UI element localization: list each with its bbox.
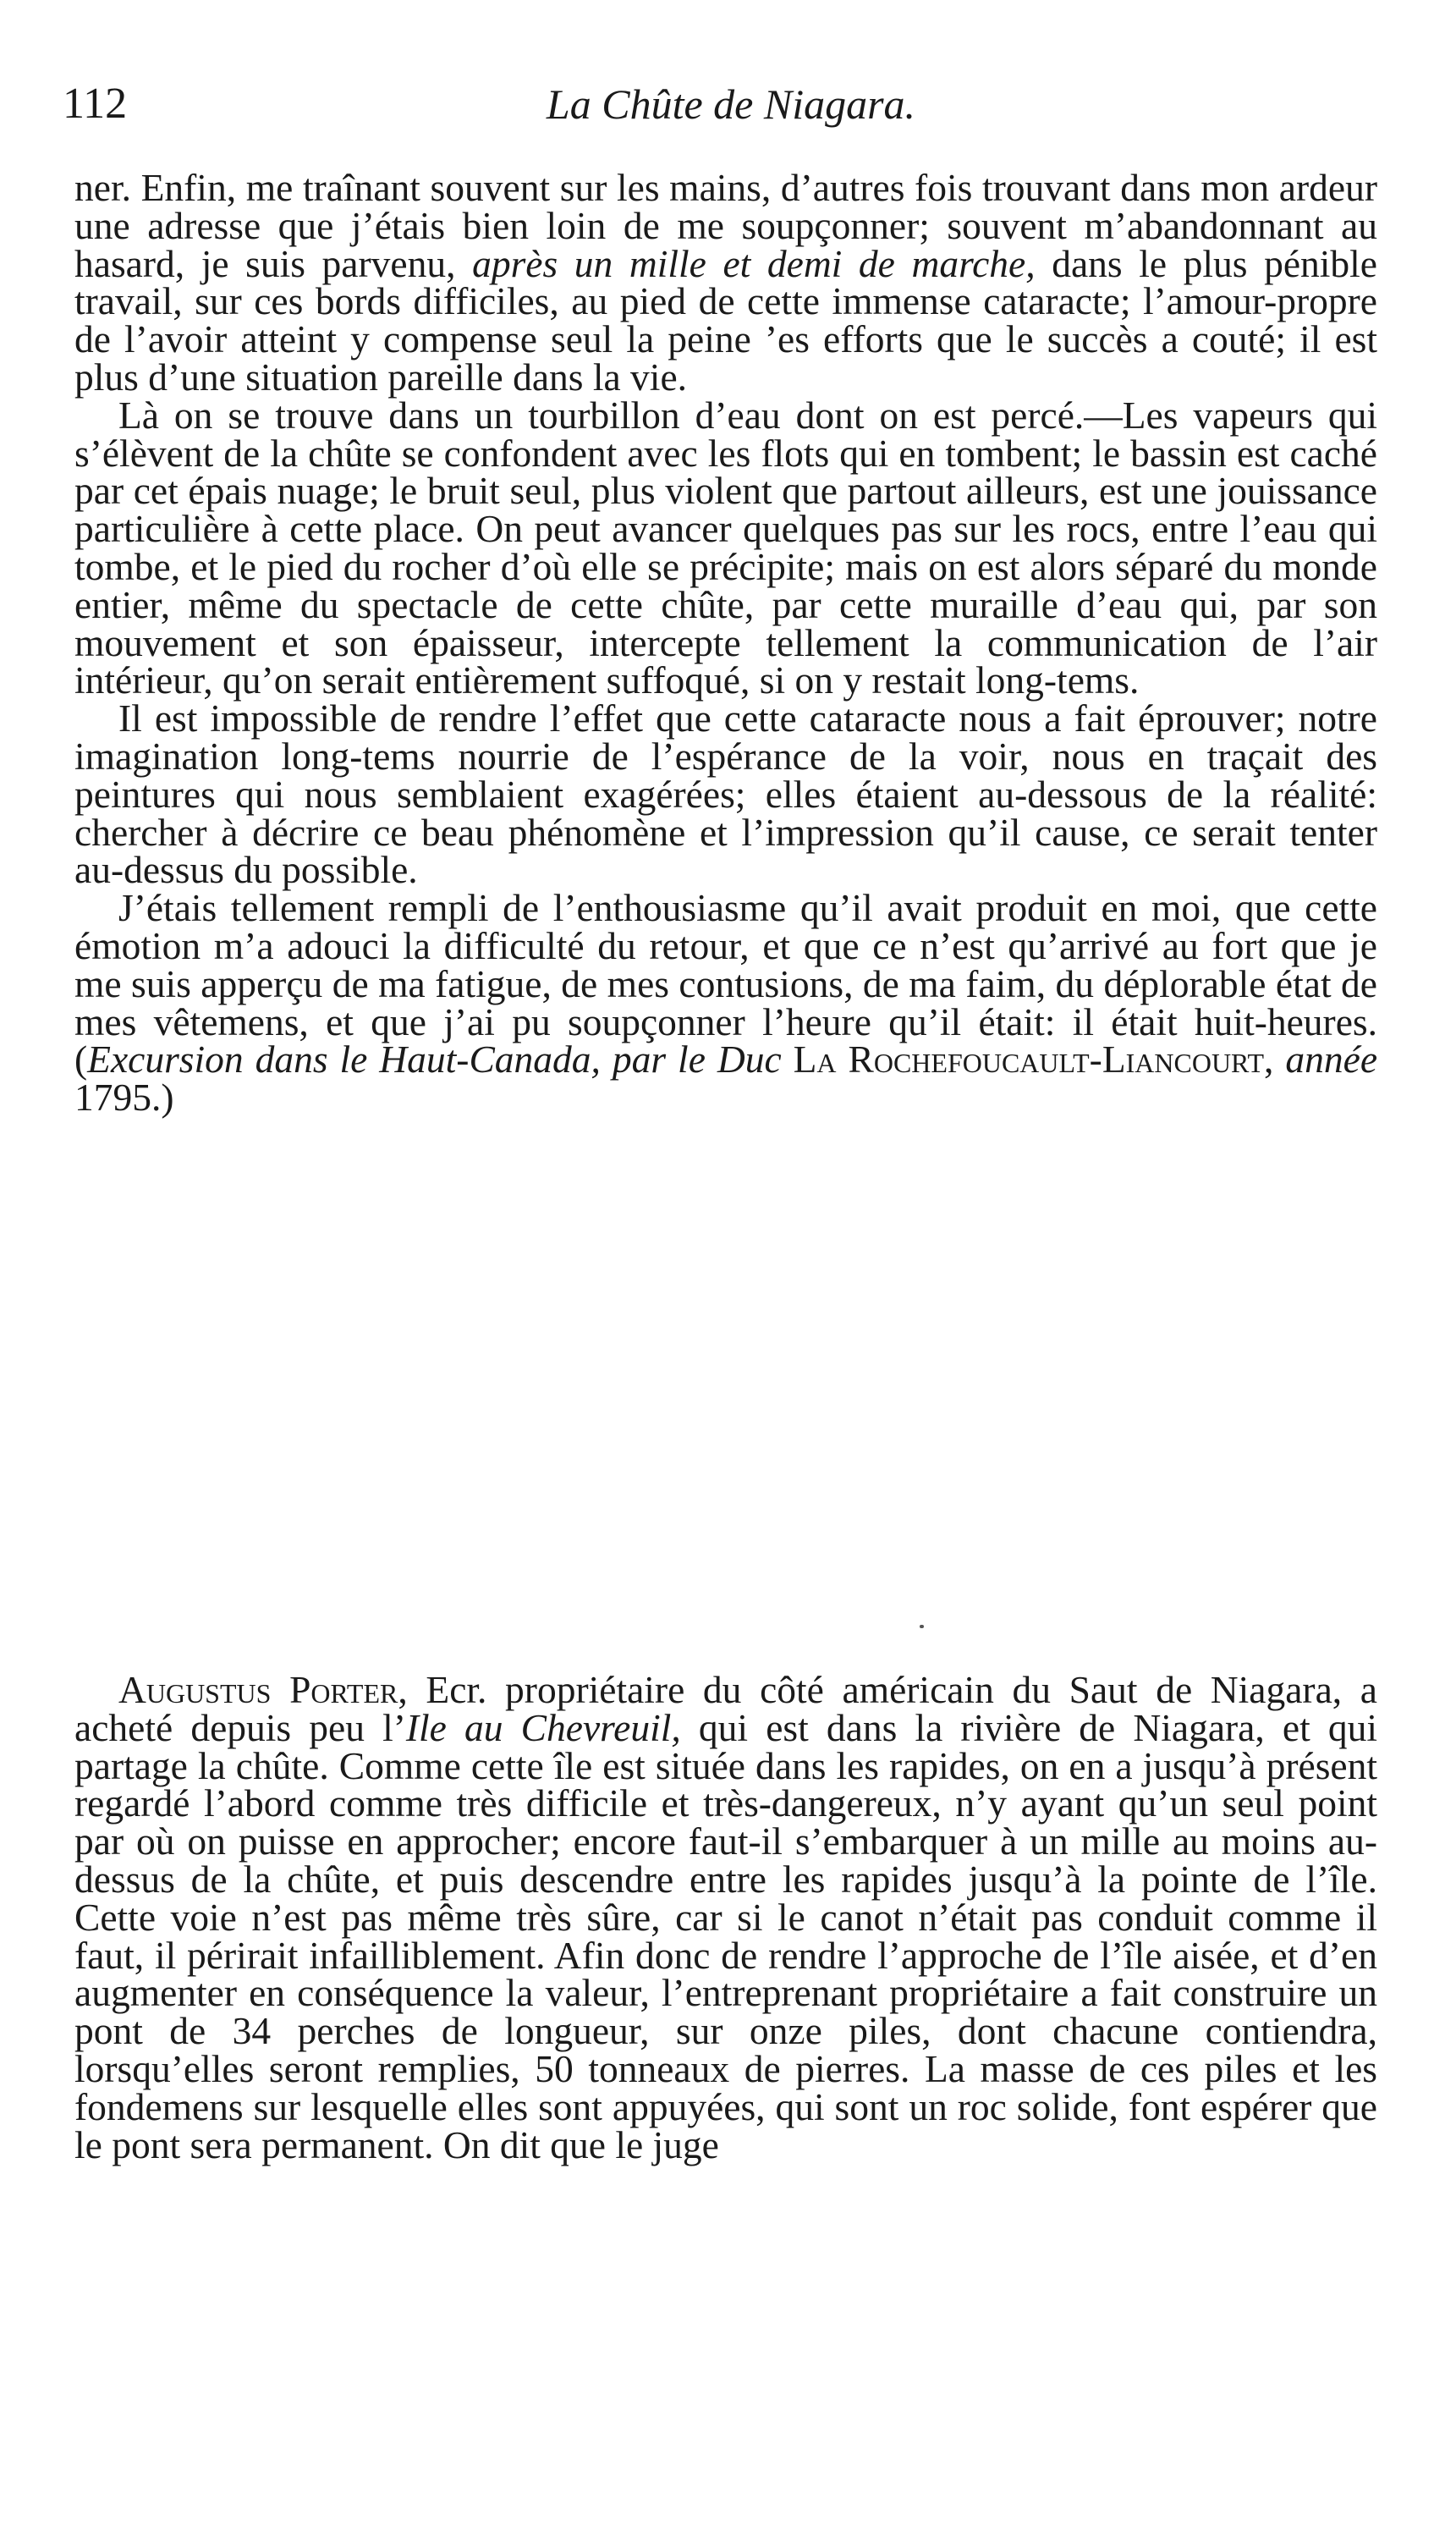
paragraph-1: [74, 166, 1377, 399]
citation-year: 1795.): [74, 1076, 174, 1120]
porter-section: [74, 1668, 1378, 2166]
citation-author: La Rochefoucault-Liancourt: [793, 1038, 1265, 1082]
citation-open-paren: (: [74, 1038, 88, 1082]
page-number: 112: [63, 80, 128, 128]
paragraph-2: Là on se trouve dans un tourbillon d’eau dont on est percé.—Les vapeurs qui s’élèvent de la chûte se confondent avec les flots qui en tombent; le bassin est caché par cet épais nuage; le bruit seul, plus violent que partout ailleurs, est une jouissance particulière à cette place. On peut avancer quelques pas sur les rocs, entre l’eau qui tombe, et le pied du rocher d’où elle se précipite; mais on est alors séparé du monde entier, même du spectacle de cette chûte, par cette muraille d’eau qui, par son mouvement et son épaisseur, intercepte tellement la communication de l’air intérieur, qu’on serait entièrement suffoqué, si on y restait long-tems.: [74, 393, 1377, 702]
paragraph-5-part-a: , Ecr. propriétaire du côté américain du Saut de Niagara, a acheté depuis peu l’: [74, 1668, 1377, 1749]
paragraph-4-text: J’étais tellement rempli de l’enthousiasme qu’il avait produit en moi, que cette émotion m’a adouci la difficulté du retour, et que ce n’est qu’arrivé au fort que je me suis apperçu de ma fatigue, de mes contusions, de ma faim, du déplorable état de mes vêtemens, et que j’ai pu soupçonner l’heure qu’il était: il était huit-heures.: [74, 886, 1377, 1043]
paragraph-4: [74, 886, 1378, 1120]
running-title: La Chûte de Niagara.: [546, 80, 916, 128]
citation-comma: ,: [1264, 1038, 1286, 1082]
paragraph-1-italic-phrase: après un mille et demi de marche,: [472, 241, 1036, 285]
citation-work-title: Excursion dans le Haut-Canada, par le Duc: [87, 1038, 782, 1082]
paragraph-5: [74, 1668, 1378, 2166]
paragraph-3: Il est impossible de rendre l’effet que cette cataracte nous a fait éprouver; notre imagination long-tems nourrie de l’espérance de la voir, nous en traçait des peintures qui nous semblaient exagérées; elles étaient au-dessous de la réalité: chercher à décrire ce beau phénomène et l’impression qu’il cause, ce serait tenter au-dessus du possible.: [74, 696, 1377, 892]
paragraph-1-text: ner. Enfin, me traînant souvent sur les mains, d’autres fois trouvant dans mon ardeur une adresse que j’étais bien loin de me soupçonner; souvent m’abandonnant au hasard, je suis parvenu,: [74, 166, 1377, 285]
person-name: Augustus Porter: [118, 1668, 398, 1711]
citation-year-label: année: [1285, 1038, 1378, 1082]
page-header: [63, 74, 1399, 134]
main-text-section: [74, 166, 1378, 1120]
paragraph-5-part-b: qui est dans la rivière de Niagara, et qui partage la chûte. Comme cette île est située dans les rapides, on en a jusqu’à présent regardé l’abord comme très difficile et très-dangereux, n’y ayant qu’un seul point par où on puisse en approcher; encore faut-il s’embarquer à un mille au moins au-dessus de la chûte, et puis descendre entre les rapides jusqu’à la pointe de l’île. Cette voie n’est pas même très sûre, car si le canot n’était pas conduit comme il faut, il périrait infailliblement. Afin donc de rendre l’approche de l’île aisée, et d’en augmenter en conséquence la valeur, l’entreprenant propriétaire a fait construire un pont de 34 perches de longueur, sur onze piles, dont chacune contiendra, lorsqu’elles seront remplies, 50 tonneaux de pierres. La masse de ces piles et les fondemens sur lesquelle elles sont appuyées, qui sont un roc solide, font espérer que le pont sera permanent. On dit que le juge: [74, 1705, 1378, 2166]
separator-mark: [920, 1625, 924, 1628]
island-name: Ile au Chevreuil,: [405, 1705, 681, 1749]
paragraph-1-continuation: dans le plus pénible travail, sur ces bords difficiles, au pied de cette immense cataracte; l’amour-propre de l’avoir atteint y compense seul la peine ’es efforts que le succès a couté; il est plus d’une situation pareille dans la vie.: [74, 241, 1377, 399]
